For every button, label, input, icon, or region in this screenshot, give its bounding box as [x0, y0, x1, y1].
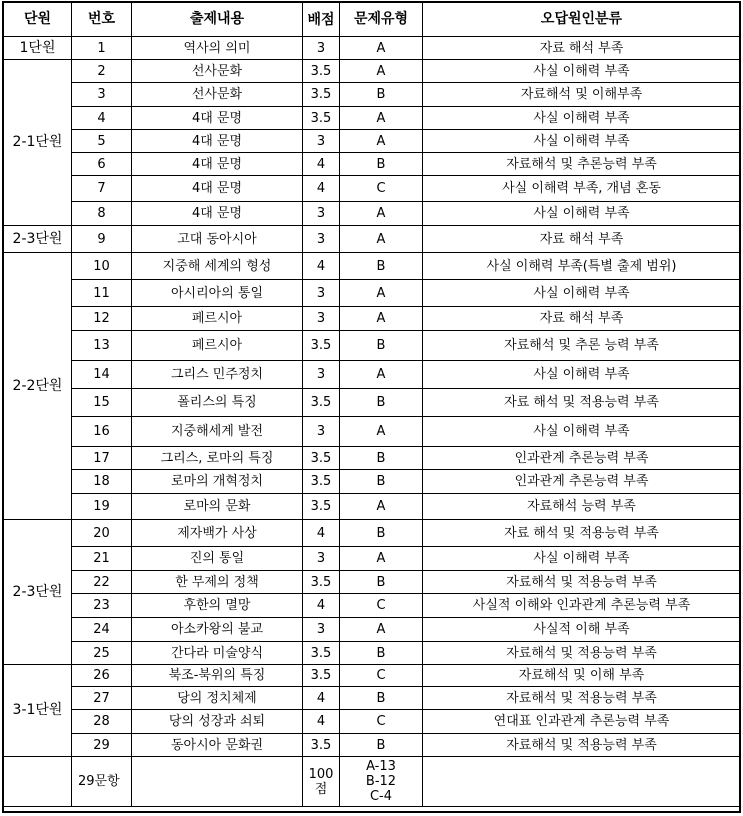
table-row	[4, 37, 741, 60]
cause-cell: 사실 이해력 부족, 개념 혼동	[423, 176, 741, 202]
content-cell: 진의 통일	[132, 547, 303, 571]
header-cause: 오답원인분류	[423, 3, 741, 37]
table-row	[4, 307, 741, 331]
number-cell: 22	[72, 571, 132, 594]
number-cell: 11	[72, 280, 132, 307]
content-cell: 제자백가 사상	[132, 520, 303, 547]
score-cell: 3.5	[303, 107, 340, 130]
number-cell: 1	[72, 37, 132, 60]
header-number: 번호	[72, 3, 132, 37]
header-type: 문제유형	[340, 3, 423, 37]
type-cell: A	[340, 618, 423, 642]
score-cell: 3.5	[303, 389, 340, 417]
unit-cell: 1단원	[4, 37, 72, 60]
summary-score	[303, 757, 340, 807]
score-cell: 3.5	[303, 494, 340, 520]
summary-type-count: A-13	[366, 759, 396, 774]
content-cell: 로마의 개혁정치	[132, 470, 303, 494]
table-row	[4, 665, 741, 687]
table-row	[4, 107, 741, 130]
cause-cell: 사실 이해력 부족	[423, 60, 741, 83]
type-cell: A	[340, 202, 423, 226]
summary-count: 29문항	[72, 757, 132, 807]
cause-cell: 자료 해석 및 적용능력 부족	[423, 520, 741, 547]
score-cell: 3.5	[303, 83, 340, 107]
number-cell: 13	[72, 331, 132, 361]
number-cell: 27	[72, 687, 132, 710]
cause-cell: 자료해석 및 적용능력 부족	[423, 734, 741, 757]
score-cell: 3.5	[303, 734, 340, 757]
score-cell: 3	[303, 130, 340, 153]
score-cell: 3.5	[303, 571, 340, 594]
score-cell: 3.5	[303, 665, 340, 687]
table-row	[4, 361, 741, 389]
cause-cell: 사실 이해력 부족	[423, 202, 741, 226]
cause-cell: 자료 해석 및 적용능력 부족	[423, 389, 741, 417]
type-cell: C	[340, 710, 423, 734]
summary-row	[4, 757, 741, 807]
score-cell: 3.5	[303, 60, 340, 83]
cause-cell: 사실적 이해와 인과관계 추론능력 부족	[423, 594, 741, 618]
number-cell: 20	[72, 520, 132, 547]
type-cell: A	[340, 417, 423, 447]
content-cell: 4대 문명	[132, 202, 303, 226]
cause-cell: 사실 이해력 부족	[423, 107, 741, 130]
type-cell: A	[340, 361, 423, 389]
number-cell: 7	[72, 176, 132, 202]
type-cell: A	[340, 494, 423, 520]
summary-cause	[423, 757, 741, 807]
score-cell: 3.5	[303, 331, 340, 361]
type-cell: C	[340, 594, 423, 618]
score-cell: 3	[303, 280, 340, 307]
cause-cell: 사실적 이해 부족	[423, 618, 741, 642]
number-cell: 10	[72, 253, 132, 280]
header-content: 출제내용	[132, 3, 303, 37]
cause-cell: 자료해석 및 이해 부족	[423, 665, 741, 687]
content-cell: 페르시아	[132, 307, 303, 331]
content-cell: 로마의 문화	[132, 494, 303, 520]
type-cell: A	[340, 226, 423, 253]
cause-cell: 자료해석 및 이해부족	[423, 83, 741, 107]
unit-cell: 2-2단원	[4, 253, 72, 520]
score-cell: 4	[303, 520, 340, 547]
number-cell: 9	[72, 226, 132, 253]
content-cell: 한 무제의 정책	[132, 571, 303, 594]
table-row	[4, 331, 741, 361]
score-cell: 3	[303, 202, 340, 226]
header-unit: 단원	[4, 3, 72, 37]
number-cell: 23	[72, 594, 132, 618]
number-cell: 21	[72, 547, 132, 571]
content-cell: 4대 문명	[132, 107, 303, 130]
table-row	[4, 618, 741, 642]
type-cell: A	[340, 37, 423, 60]
score-cell: 4	[303, 594, 340, 618]
cause-cell: 자료해석 능력 부족	[423, 494, 741, 520]
unit-cell: 2-3단원	[4, 520, 72, 665]
score-cell: 3	[303, 307, 340, 331]
type-cell: A	[340, 107, 423, 130]
cause-cell: 자료해석 및 적용능력 부족	[423, 687, 741, 710]
header-row	[4, 3, 741, 37]
header-score: 배점	[303, 3, 340, 37]
table-row	[4, 520, 741, 547]
number-cell: 6	[72, 153, 132, 176]
number-cell: 15	[72, 389, 132, 417]
type-cell: B	[340, 331, 423, 361]
type-cell: C	[340, 176, 423, 202]
type-cell: B	[340, 520, 423, 547]
content-cell: 북조-북위의 특징	[132, 665, 303, 687]
content-cell: 역사의 의미	[132, 37, 303, 60]
score-cell: 3.5	[303, 642, 340, 665]
table-row	[4, 470, 741, 494]
score-cell: 3.5	[303, 447, 340, 470]
table-row	[4, 253, 741, 280]
type-cell: B	[340, 470, 423, 494]
cause-cell: 인과관계 추론능력 부족	[423, 447, 741, 470]
score-cell: 4	[303, 176, 340, 202]
type-cell: B	[340, 153, 423, 176]
score-cell: 4	[303, 710, 340, 734]
type-cell: B	[340, 642, 423, 665]
type-cell: B	[340, 389, 423, 417]
type-cell: B	[340, 253, 423, 280]
type-cell: A	[340, 280, 423, 307]
content-cell: 아소카왕의 불교	[132, 618, 303, 642]
table-row	[4, 687, 741, 710]
table-row	[4, 594, 741, 618]
score-cell: 3	[303, 37, 340, 60]
table-row	[4, 447, 741, 470]
table-row	[4, 571, 741, 594]
score-cell: 3	[303, 361, 340, 389]
content-cell: 당의 정치체제	[132, 687, 303, 710]
table-row	[4, 734, 741, 757]
content-cell: 아시리아의 통일	[132, 280, 303, 307]
content-cell: 지중해세계 발전	[132, 417, 303, 447]
number-cell: 2	[72, 60, 132, 83]
table-row	[4, 280, 741, 307]
cause-cell: 자료해석 및 적용능력 부족	[423, 571, 741, 594]
content-cell: 그리스 민주정치	[132, 361, 303, 389]
summary-unit	[4, 757, 72, 807]
number-cell: 29	[72, 734, 132, 757]
score-cell: 3	[303, 618, 340, 642]
score-cell: 4	[303, 253, 340, 280]
number-cell: 19	[72, 494, 132, 520]
number-cell: 17	[72, 447, 132, 470]
cause-cell: 자료해석 및 추론 능력 부족	[423, 331, 741, 361]
number-cell: 4	[72, 107, 132, 130]
type-cell: B	[340, 83, 423, 107]
unit-cell: 2-1단원	[4, 60, 72, 226]
table-row	[4, 60, 741, 83]
number-cell: 14	[72, 361, 132, 389]
table-row	[4, 226, 741, 253]
number-cell: 28	[72, 710, 132, 734]
score-cell: 4	[303, 153, 340, 176]
type-cell: B	[340, 734, 423, 757]
table-row	[4, 547, 741, 571]
content-cell: 4대 문명	[132, 153, 303, 176]
content-cell: 선사문화	[132, 83, 303, 107]
table-row	[4, 389, 741, 417]
summary-types	[340, 757, 423, 807]
content-cell: 당의 성장과 쇠퇴	[132, 710, 303, 734]
cause-cell: 자료 해석 부족	[423, 307, 741, 331]
table-row	[4, 176, 741, 202]
score-cell: 4	[303, 687, 340, 710]
table-row	[4, 202, 741, 226]
type-cell: A	[340, 307, 423, 331]
content-cell: 4대 문명	[132, 130, 303, 153]
content-cell: 폴리스의 특징	[132, 389, 303, 417]
type-cell: B	[340, 571, 423, 594]
type-cell: A	[340, 547, 423, 571]
cause-cell: 자료해석 및 추론능력 부족	[423, 153, 741, 176]
content-cell: 후한의 멸망	[132, 594, 303, 618]
content-cell: 선사문화	[132, 60, 303, 83]
content-cell: 4대 문명	[132, 176, 303, 202]
table-row	[4, 710, 741, 734]
number-cell: 3	[72, 83, 132, 107]
table-row	[4, 130, 741, 153]
exam-analysis-table	[3, 2, 741, 807]
number-cell: 8	[72, 202, 132, 226]
table-row	[4, 642, 741, 665]
type-cell: C	[340, 665, 423, 687]
score-cell: 3	[303, 547, 340, 571]
cause-cell: 자료 해석 부족	[423, 226, 741, 253]
summary-content	[132, 757, 303, 807]
score-cell: 3.5	[303, 470, 340, 494]
content-cell: 페르시아	[132, 331, 303, 361]
type-cell: A	[340, 130, 423, 153]
number-cell: 12	[72, 307, 132, 331]
content-cell: 그리스, 로마의 특징	[132, 447, 303, 470]
summary-type-count: B-12	[365, 774, 397, 789]
number-cell: 16	[72, 417, 132, 447]
type-cell: B	[340, 687, 423, 710]
table-row	[4, 494, 741, 520]
summary-score-unit: 점	[314, 781, 328, 797]
number-cell: 18	[72, 470, 132, 494]
table-row	[4, 417, 741, 447]
cause-cell: 사실 이해력 부족	[423, 547, 741, 571]
number-cell: 25	[72, 642, 132, 665]
unit-cell: 3-1단원	[4, 665, 72, 757]
content-cell: 동아시아 문화권	[132, 734, 303, 757]
score-cell: 3	[303, 417, 340, 447]
cause-cell: 자료해석 및 적용능력 부족	[423, 642, 741, 665]
cause-cell: 사실 이해력 부족	[423, 280, 741, 307]
cause-cell: 사실 이해력 부족	[423, 361, 741, 389]
cause-cell: 사실 이해력 부족	[423, 417, 741, 447]
content-cell: 간다라 미술양식	[132, 642, 303, 665]
cause-cell: 자료 해석 부족	[423, 37, 741, 60]
content-cell: 지중해 세계의 형성	[132, 253, 303, 280]
number-cell: 5	[72, 130, 132, 153]
score-cell: 3	[303, 226, 340, 253]
type-cell: A	[340, 60, 423, 83]
content-cell: 고대 동아시아	[132, 226, 303, 253]
number-cell: 24	[72, 618, 132, 642]
type-cell: B	[340, 447, 423, 470]
table-row	[4, 83, 741, 107]
number-cell: 26	[72, 665, 132, 687]
summary-score-value: 100	[308, 766, 334, 782]
summary-type-count: C-4	[369, 789, 393, 804]
cause-cell: 인과관계 추론능력 부족	[423, 470, 741, 494]
unit-cell: 2-3단원	[4, 226, 72, 253]
table-row	[4, 153, 741, 176]
cause-cell: 연대표 인과관계 추론능력 부족	[423, 710, 741, 734]
cause-cell: 사실 이해력 부족(특별 출제 범위)	[423, 253, 741, 280]
cause-cell: 사실 이해력 부족	[423, 130, 741, 153]
